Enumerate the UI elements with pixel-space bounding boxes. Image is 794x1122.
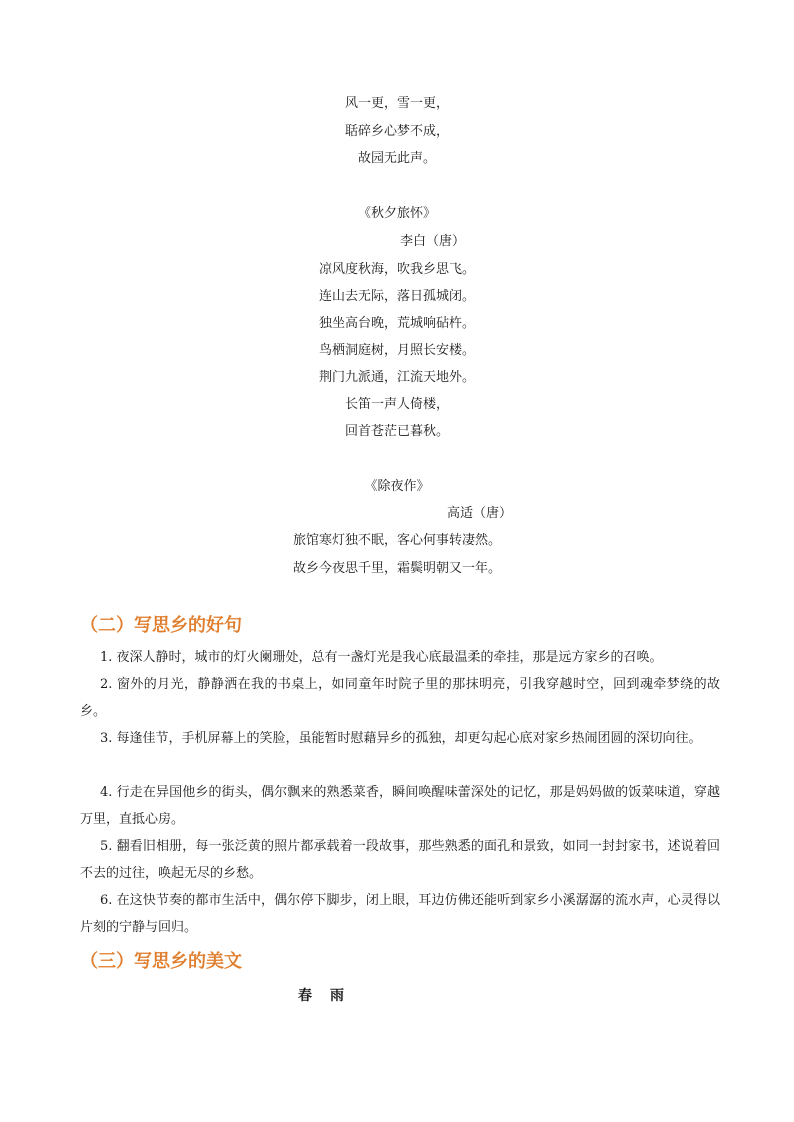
poem-line: 聒碎乡心梦不成， <box>344 124 449 139</box>
list-item: 1. 夜深人静时，城市的灯火阑珊处，总有一盏灯光是我心底最温柔的牵挂，那是远方家乡的召唤。 <box>100 650 663 665</box>
poem-line: 风一更，雪一更， <box>344 96 449 111</box>
list-item: 2. 窗外的月光，静静洒在我的书桌上，如同童年时院子里的那抹明亮，引我穿越时空，回到魂牵梦绕的故乡。 <box>80 677 720 719</box>
poem-title: 《除夜作》 <box>364 479 430 494</box>
list-item: 5. 翻看旧相册，每一张泛黄的照片都承载着一段故事，那些熟悉的面孔和景致，如同一封封家书，述说着回不去的过往，唤起无尽的乡愁。 <box>80 839 720 881</box>
poem-line: 荆门九派通，江流天地外。 <box>318 370 475 385</box>
poem-line: 回首苍茫已暮秋。 <box>344 424 449 439</box>
poem-title: 《秋夕旅怀》 <box>357 206 436 221</box>
poem-line: 鸟栖洞庭树，月照长安楼。 <box>318 343 475 358</box>
poem-author: 李白（唐） <box>400 234 466 249</box>
list-item: 4. 行走在异国他乡的街头，偶尔飘来的熟悉菜香，瞬间唤醒味蕾深处的记忆，那是妈妈做的饭菜味道，穿越万里，直抵心房。 <box>80 785 720 827</box>
poem-line: 连山去无际，落日孤城闭。 <box>318 289 475 304</box>
poem-line: 故乡今夜思千里，霜鬓明朝又一年。 <box>292 561 501 576</box>
poem-line: 故园无此声。 <box>357 151 436 166</box>
essay-title: 春雨 <box>298 988 362 1004</box>
poem-author: 高适（唐） <box>447 506 513 521</box>
section-heading: （三）写思乡的美文 <box>80 951 242 972</box>
poem-line: 独坐高台晚，荒城响砧杵。 <box>318 316 475 331</box>
poem-line: 凉风度秋海，吹我乡思飞。 <box>318 262 475 277</box>
poem-line: 长笛一声人倚楼， <box>344 397 449 412</box>
section-heading: （二）写思乡的好句 <box>80 615 242 636</box>
list-item: 6. 在这快节奏的都市生活中，偶尔停下脚步，闭上眼，耳边仿佛还能听到家乡小溪潺潺的流水声，心灵得以片刻的宁静与回归。 <box>80 893 720 935</box>
poem-line: 旅馆寒灯独不眠，客心何事转凄然。 <box>292 533 501 548</box>
list-item: 3. 每逢佳节，手机屏幕上的笑脸，虽能暂时慰藉异乡的孤独，却更勾起心底对家乡热闹团圆的深切向往。 <box>100 731 702 746</box>
